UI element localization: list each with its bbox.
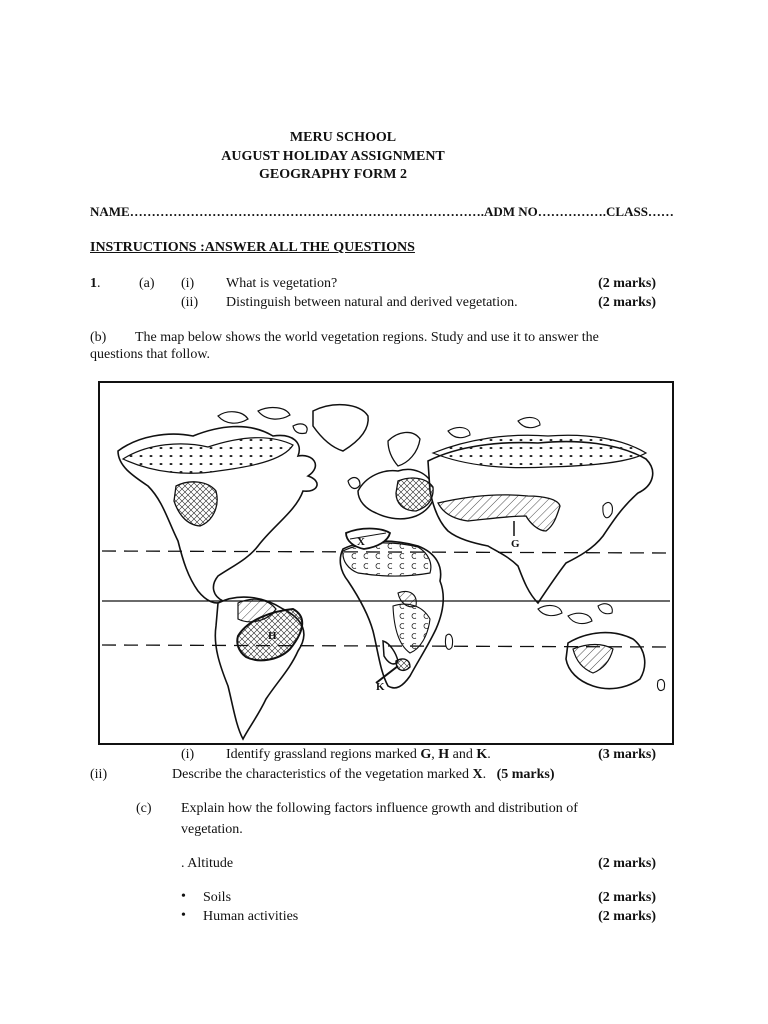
q1b-text-line2: questions that follow. bbox=[90, 347, 211, 362]
q1a-label: (a) bbox=[139, 276, 155, 291]
instructions: INSTRUCTIONS :ANSWER ALL THE QUESTIONS bbox=[90, 240, 415, 255]
region-k-cross bbox=[396, 659, 410, 670]
factor-human-activities-marks: (2 marks) bbox=[598, 909, 656, 924]
bullet-icon: • bbox=[181, 889, 186, 904]
bullet-icon: • bbox=[181, 908, 186, 923]
madagascar-outline bbox=[445, 634, 452, 649]
map-label-g: G bbox=[511, 538, 520, 550]
map-label-h: H bbox=[268, 630, 277, 642]
q1c-text-line1: Explain how the following factors influence growth and distribution of bbox=[181, 801, 578, 816]
q1b-ii-label: (ii) bbox=[90, 767, 108, 782]
factor-altitude: . Altitude bbox=[181, 856, 234, 871]
map-label-x: X bbox=[357, 536, 365, 548]
q1b-i-label: (i) bbox=[181, 747, 195, 762]
assignment-title: AUGUST HOLIDAY ASSIGNMENT bbox=[221, 149, 445, 164]
factor-soils: Soils bbox=[203, 890, 232, 905]
q1b-text-line1: The map below shows the world vegetation regions. Study and use it to answer the bbox=[135, 330, 599, 345]
japan-outline bbox=[603, 502, 613, 517]
q1b-i-marks: (3 marks) bbox=[598, 747, 656, 762]
world-vegetation-map bbox=[98, 381, 674, 745]
q1a-ii-label: (ii) bbox=[181, 295, 199, 310]
factor-human-activities: Human activities bbox=[203, 909, 299, 924]
q1a-i-label: (i) bbox=[181, 276, 195, 291]
q1a-i-marks: (2 marks) bbox=[598, 276, 656, 291]
q1-number: 1. bbox=[90, 276, 101, 291]
q1a-ii-text: Distinguish between natural and derived vegetation. bbox=[226, 295, 518, 310]
factor-soils-marks: (2 marks) bbox=[598, 890, 656, 905]
map-label-k: K bbox=[376, 681, 385, 693]
new-zealand-outline bbox=[657, 679, 664, 690]
q1a-ii-marks: (2 marks) bbox=[598, 295, 656, 310]
subject-title: GEOGRAPHY FORM 2 bbox=[258, 167, 408, 182]
q1c-text-line2: vegetation. bbox=[181, 822, 243, 837]
factor-altitude-marks: (2 marks) bbox=[598, 856, 656, 871]
q1a-i-text: What is vegetation? bbox=[226, 276, 338, 291]
q1b-ii-text: Describe the characteristics of the vegetation marked X. (5 marks) bbox=[172, 767, 555, 782]
school-name: MERU SCHOOL bbox=[289, 130, 397, 145]
name-line: NAME……………………………………………………………………….ADM NO…………….CLASS…… bbox=[90, 204, 674, 219]
q1b-label: (b) bbox=[90, 330, 107, 345]
q1c-label: (c) bbox=[136, 801, 152, 816]
q1b-i-text: Identify grassland regions marked G, H and K. bbox=[226, 747, 491, 762]
